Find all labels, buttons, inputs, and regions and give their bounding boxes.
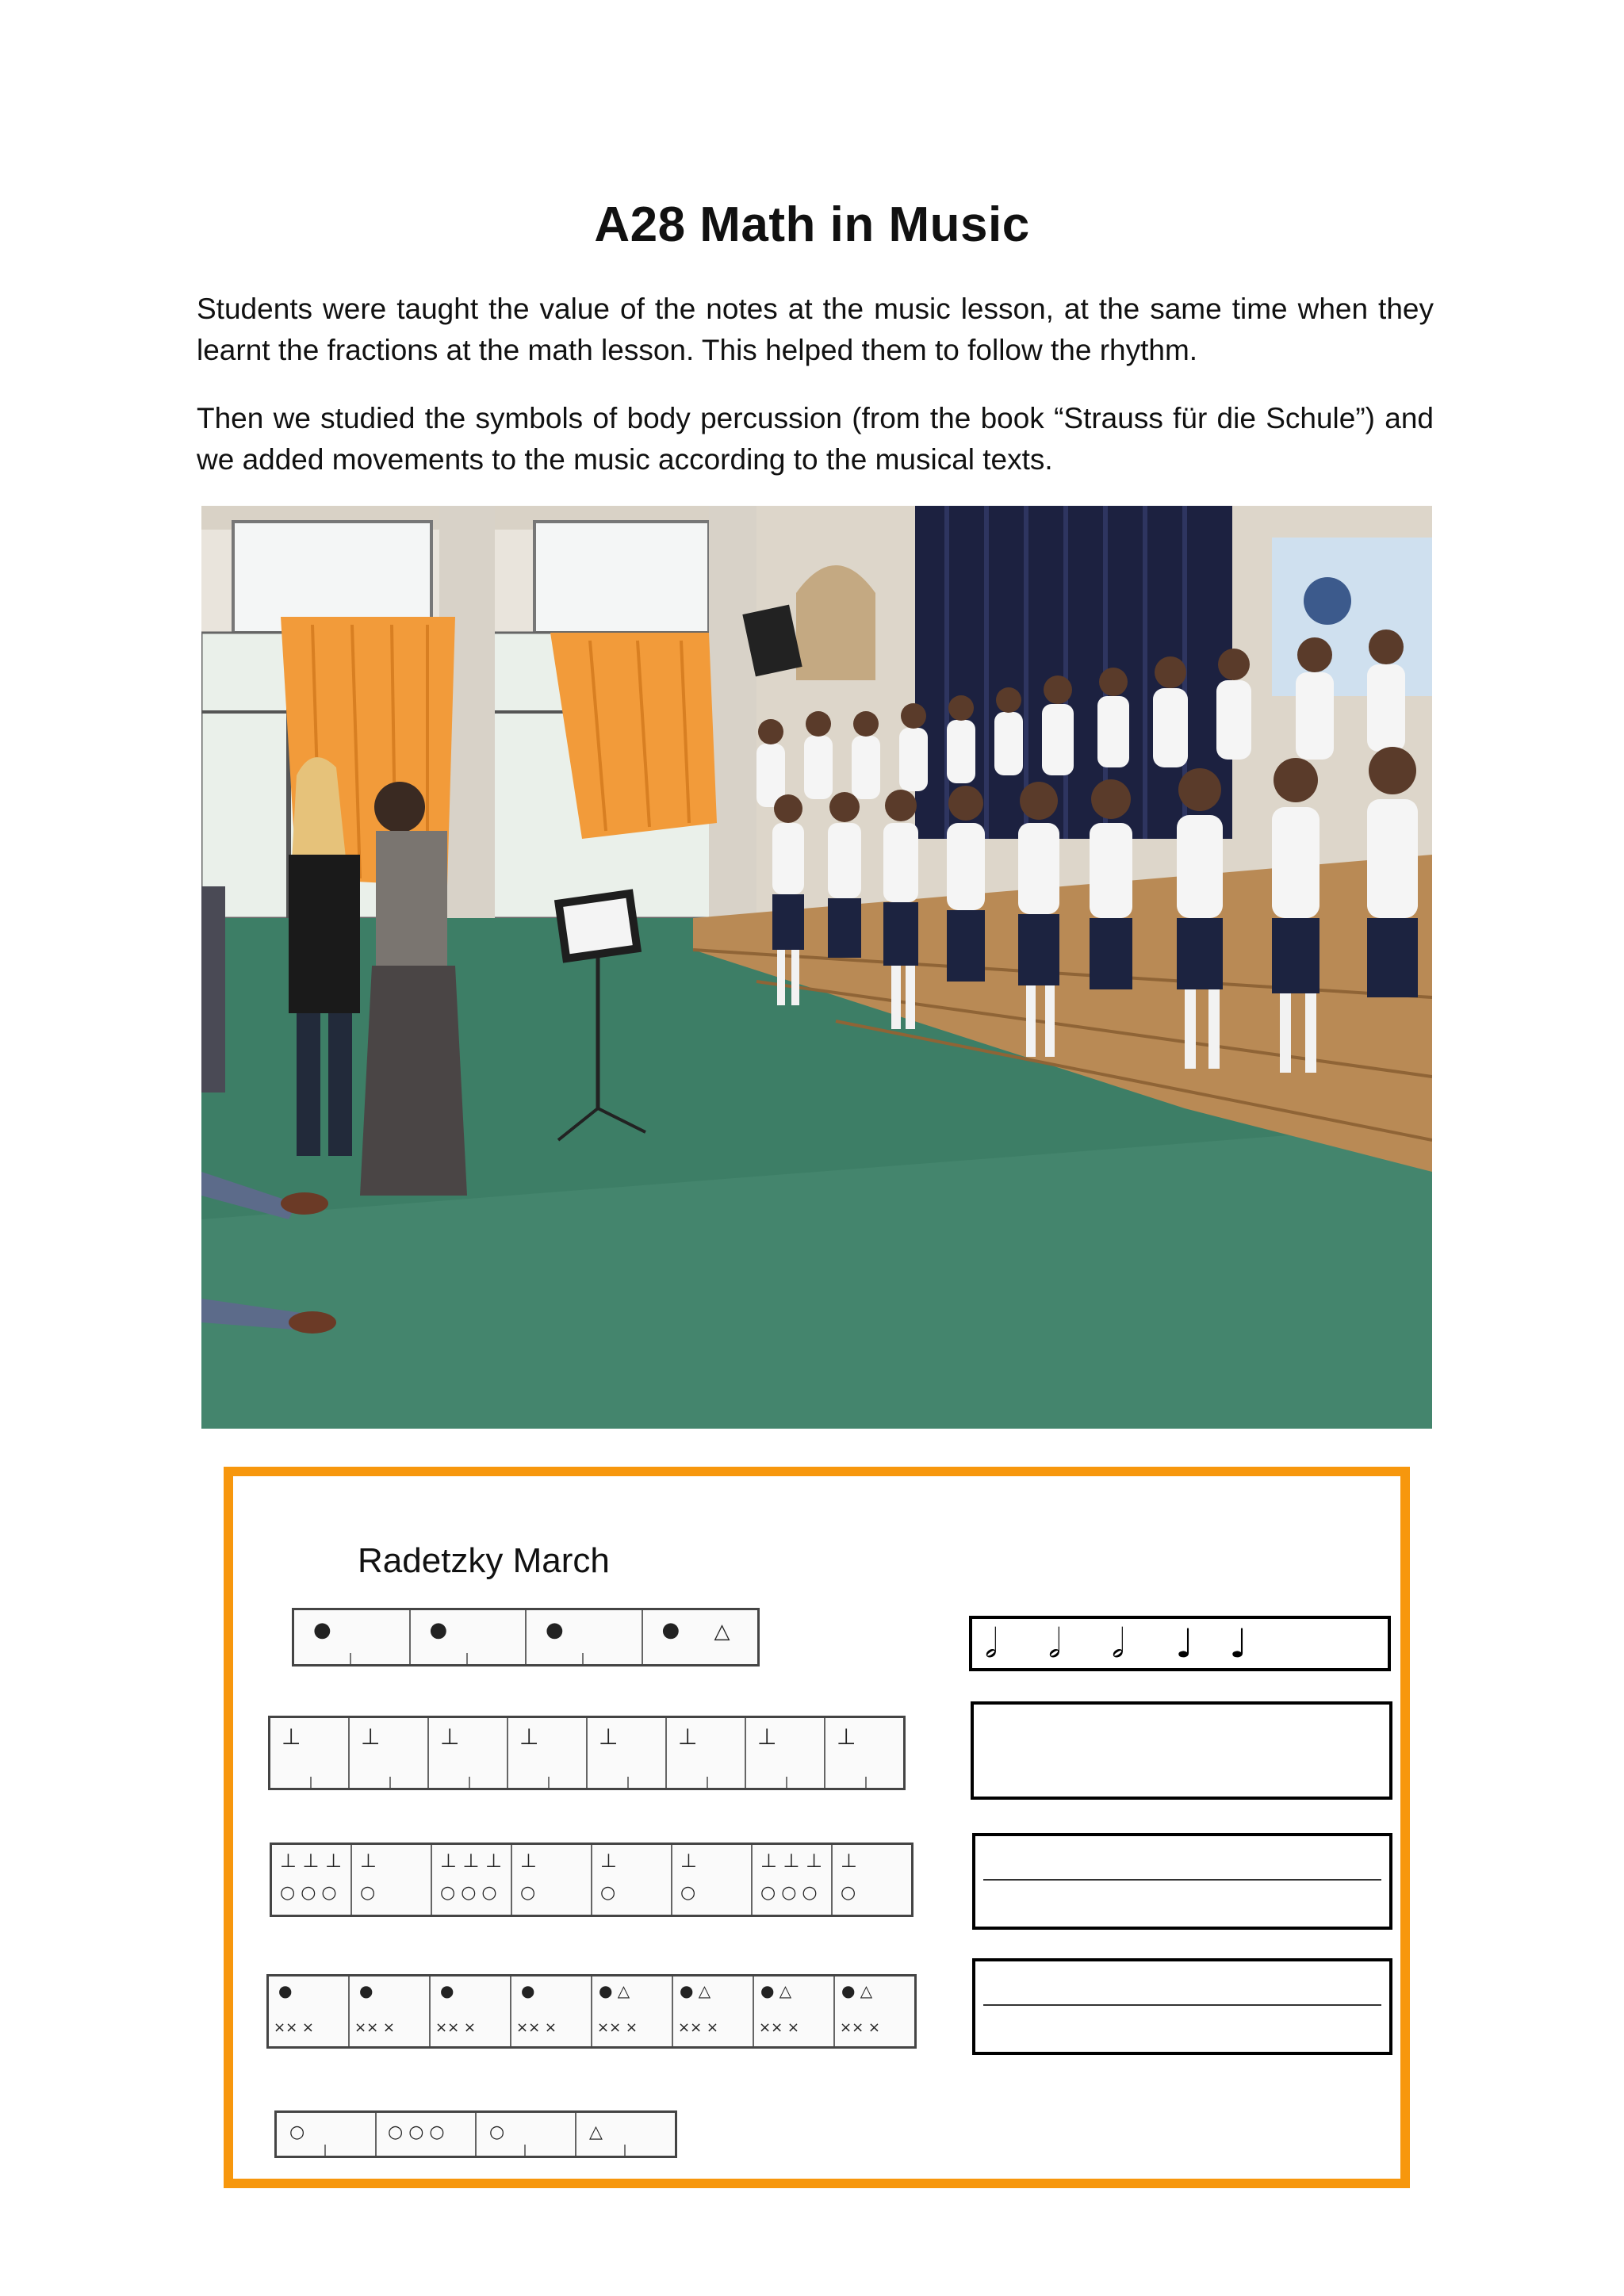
strip-cell: ● ×× × <box>511 1976 592 2046</box>
quarter-note-1: ♩ <box>1175 1621 1194 1667</box>
half-note-2: 𝅗𝅥 <box>1048 1621 1061 1667</box>
half-note-1: 𝅗𝅥 <box>985 1621 998 1667</box>
rhythm-answer-box-3 <box>972 1958 1392 2055</box>
choir-performance-photo <box>201 506 1432 1429</box>
strip-cell: ● △ ×× × <box>754 1976 835 2046</box>
strip-cell: ⊥ ⊥ ⊥ ○ ○ ○ <box>432 1845 512 1915</box>
method-paragraph: Then we studied the symbols of body percussion (from the book “Strauss für die Schule”) and we added movements to the music according to the musical texts. <box>197 402 1434 476</box>
strip-cell: ⊥ <box>508 1718 588 1788</box>
page-title: A28 Math in Music <box>594 197 1030 252</box>
strip-cell: ● △ <box>661 1618 730 1644</box>
strip-cell: ⊥ <box>746 1718 825 1788</box>
percussion-strip-5 <box>274 2110 677 2158</box>
strip-cell: ⊥ <box>825 1718 903 1788</box>
strip-cell: ⊥ ○ <box>592 1845 672 1915</box>
percussion-strip-3 <box>270 1843 914 1917</box>
strip-cell: ● <box>411 1610 527 1664</box>
half-note-3: 𝅗𝅥 <box>1112 1621 1124 1667</box>
strip-cell: ● △ ×× × <box>592 1976 673 2046</box>
answer-line <box>983 2004 1381 2006</box>
worksheet-title: Radetzky March <box>358 1541 610 1580</box>
strip-cell: △ <box>576 2113 675 2156</box>
strip-cell: ⊥ ○ <box>352 1845 432 1915</box>
strip-cell: ○ <box>277 2113 377 2156</box>
strip-cell: ⊥ <box>667 1718 746 1788</box>
strip-cell: ⊥ ⊥ ⊥ ○ ○ ○ <box>272 1845 352 1915</box>
rhythm-answer-box-2 <box>972 1833 1392 1930</box>
strip-cell: ○ <box>477 2113 576 2156</box>
strip-cell: ● ×× × <box>269 1976 350 2046</box>
rhythm-notes-box <box>969 1616 1391 1671</box>
strip-cell: ● ×× × <box>350 1976 431 2046</box>
percussion-strip-2 <box>268 1716 906 1790</box>
strip-cell: ○ ○ ○ <box>377 2113 477 2156</box>
strip-cell: ● ×× × <box>431 1976 511 2046</box>
strip-cell: ⊥ <box>270 1718 350 1788</box>
body-percussion-worksheet <box>224 1467 1410 2188</box>
strip-cell: ● △ ×× × <box>840 1981 880 2036</box>
strip-cell: ● △ ×× × <box>673 1976 754 2046</box>
percussion-strip-1 <box>292 1608 760 1667</box>
strip-cell: ⊥ ○ <box>841 1850 857 1903</box>
percussion-strip-4 <box>266 1974 917 2049</box>
strip-cell: ⊥ <box>350 1718 429 1788</box>
strip-cell: ● <box>294 1610 411 1664</box>
quarter-note-2: ♩ <box>1229 1621 1248 1667</box>
strip-cell: ⊥ ○ <box>672 1845 753 1915</box>
rhythm-answer-box-1 <box>971 1701 1392 1800</box>
intro-paragraph: Students were taught the value of the notes at the music lesson, at the same time when they learnt the fractions at the math lesson. This helped them to follow the rhythm. <box>197 293 1434 366</box>
strip-cell: ⊥ <box>588 1718 667 1788</box>
strip-cell: ⊥ <box>429 1718 508 1788</box>
strip-cell: ⊥ ○ <box>512 1845 592 1915</box>
answer-line <box>983 1879 1381 1881</box>
strip-cell: ⊥ ⊥ ⊥ ○ ○ ○ <box>753 1845 833 1915</box>
strip-cell: ● <box>527 1610 643 1664</box>
